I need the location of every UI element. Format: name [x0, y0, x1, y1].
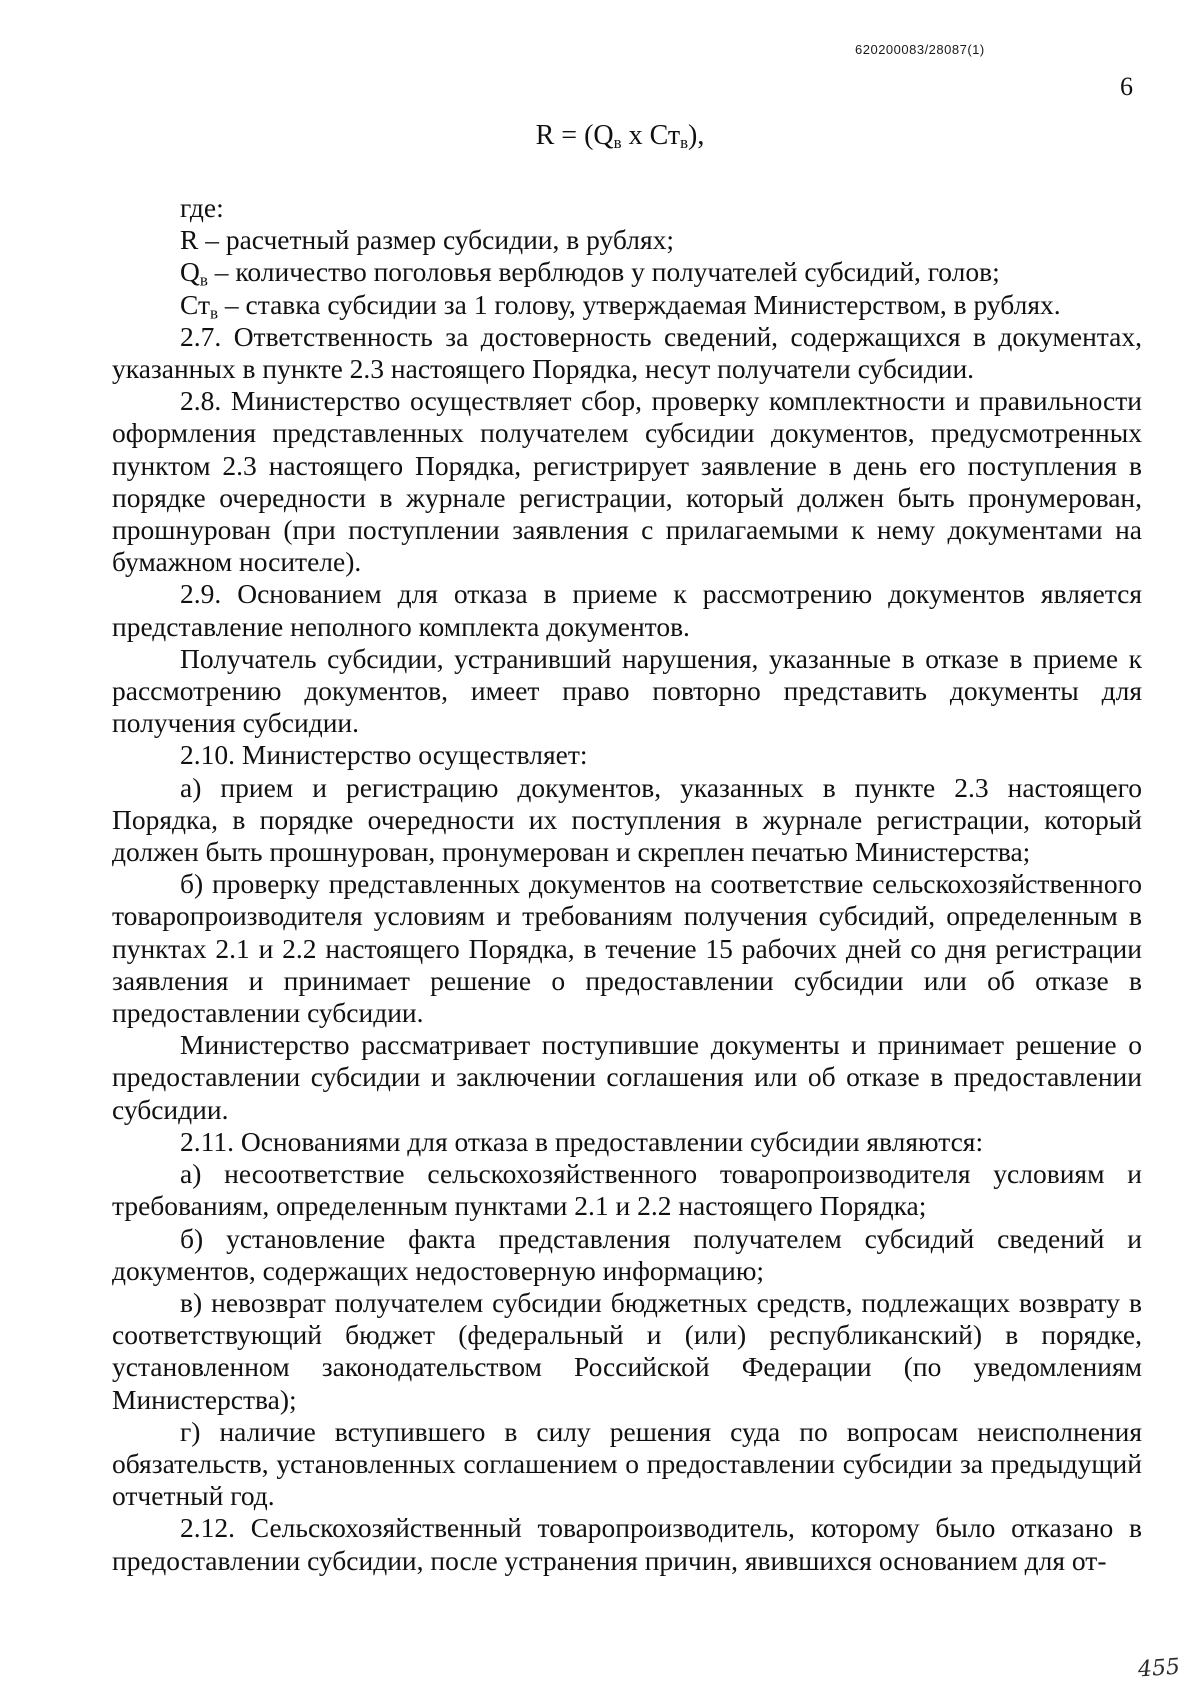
paragraph-2-9-resubmit: Получатель субсидии, устранивший нарушения, указанные в отказе в приеме к рассмотрению документов, имеет право повторно представить документы для получения субсидии.: [112, 642, 1142, 739]
legend-ct: [112, 289, 1142, 321]
paragraph-2-10-decision: Министерство рассматривает поступившие документы и принимает решение о предоставлении субсидии и заключении соглашения или об отказе в предоставлении субсидии.: [112, 1029, 1142, 1125]
formula-ct-subscript: в: [680, 133, 689, 153]
formula-mid: x Ст: [621, 120, 681, 151]
formula-left: R = (Q: [535, 120, 614, 151]
paragraph-2-11: 2.11. Основаниями для отказа в предоставлении субсидии являются:: [180, 1125, 984, 1157]
paragraph-2-8: 2.8. Министерство осуществляет сбор, проверку комплектности и правильности оформления представленных получателем субсидии документов, предусмотренных пунктом 2.3 настоящего Порядка, регистрирует заявление в день его поступления в порядке очередности в журнале регистрации, который должен быть пронумерован, прошнурован (при поступлении заявления с прилагаемыми к нему документами на бумажном носителе).: [112, 385, 1142, 578]
paragraph-2-7: 2.7. Ответственность за достоверность сведений, содержащихся в документах, указанных в пункте 2.3 настоящего Порядка, несут получатели субсидии.: [112, 320, 1142, 385]
legend-ct-subscript: в: [210, 302, 219, 322]
document-id: 620200083/28087(1): [855, 42, 985, 57]
paragraph-2-10-a: а) прием и регистрацию документов, указанных в пункте 2.3 настоящего Порядка, в порядке очередности их поступления в журнале регистрации, который должен быть прошнурован, пронумерован и скреплен печатью Министерства;: [112, 771, 1142, 868]
paragraph-2-11-g: г) наличие вступившего в силу решения суда по вопросам неисполнения обязательств, установленных соглашением о предоставлении субсидии за предыдущий отчетный год.: [112, 1415, 1142, 1512]
document-body: [112, 192, 1142, 1577]
paragraph-2-11-a: а) несоответствие сельскохозяйственного товаропроизводителя условиям и требованиям, определенным пунктами 2.1 и 2.2 настоящего Порядка;: [112, 1158, 1142, 1222]
paragraph-2-11-b: б) установление факта представления получателем субсидий сведений и документов, содержащих недостоверную информацию;: [112, 1222, 1142, 1286]
legend-ct-symbol: Ст: [180, 288, 210, 320]
legend-ct-text: – ставка субсидии за 1 голову, утверждаемая Министерством, в рублях.: [218, 288, 1061, 320]
legend-r: R – расчетный размер субсидии, в рублях;: [180, 224, 674, 256]
legend-q: [112, 256, 1142, 288]
paragraph-2-10-b: б) проверку представленных документов на соответствие сельскохозяйственного товаропроизводителя условиям и требованиям получения субсидий, определенным в пунктах 2.1 и 2.2 настоящего Порядка, в течение 15 рабочих дней со дня регистрации заявления и принимает решение о предоставлении субсидии или об отказе в предоставлении субсидии.: [112, 868, 1142, 1029]
legend-q-text: – количество поголовья верблюдов у получателей субсидий, голов;: [207, 256, 1000, 288]
page-number: 6: [1120, 72, 1133, 101]
paragraph-2-12: 2.12. Сельскохозяйственный товаропроизводитель, которому было отказано в предоставлении субсидии, после устранения причин, явившихся основанием для от-: [112, 1512, 1142, 1576]
paragraph-2-10: 2.10. Министерство осуществляет:: [180, 739, 588, 771]
legend-where: где:: [180, 192, 224, 223]
legend-q-symbol: Q: [180, 256, 200, 288]
formula-q-subscript: в: [613, 133, 622, 153]
handwritten-page-mark: 455: [1137, 1654, 1181, 1683]
formula-end: ),: [688, 120, 705, 151]
paragraph-2-11-v: в) невозврат получателем субсидии бюджетных средств, подлежащих возврату в соответствующий бюджет (федеральный и (или) республиканский) в порядке, установленном законодательством Российской Федерации (по уведомлениям Министерства);: [112, 1286, 1142, 1415]
subsidy-formula: [0, 120, 1200, 153]
paragraph-2-9: 2.9. Основанием для отказа в приеме к рассмотрению документов является представление неполного комплекта документов.: [112, 578, 1142, 642]
legend-q-subscript: в: [199, 270, 208, 290]
